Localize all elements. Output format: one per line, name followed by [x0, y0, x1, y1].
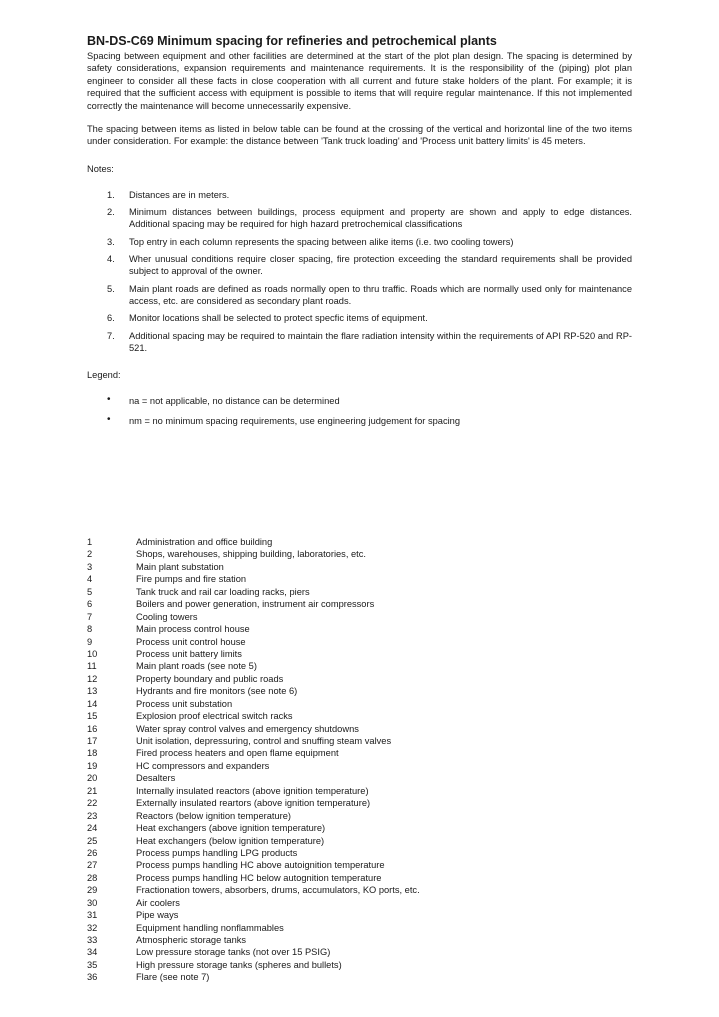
equipment-item-label: Low pressure storage tanks (not over 15 PSIG)	[136, 947, 331, 958]
equipment-item-row	[87, 772, 647, 784]
document-page	[87, 34, 632, 435]
equipment-item-label: Hydrants and fire monitors (see note 6)	[136, 686, 298, 697]
equipment-item-label: Air coolers	[136, 897, 180, 908]
equipment-item-number: 23	[87, 810, 98, 821]
equipment-item-label: Fire pumps and fire station	[136, 574, 247, 585]
note-text: Additional spacing may be required to maintain the flare radiation intensity within the requirements of API RP-520 and RP-521.	[129, 330, 632, 353]
equipment-item-row	[87, 710, 647, 722]
equipment-item-number: 4	[87, 574, 93, 585]
equipment-item-label: Flare (see note 7)	[136, 972, 210, 983]
equipment-item-label: Tank truck and rail car loading racks, piers	[136, 586, 310, 597]
equipment-item-number: 31	[87, 910, 98, 921]
equipment-item-number: 36	[87, 972, 98, 983]
equipment-item-number: 32	[87, 922, 98, 933]
equipment-item-row	[87, 611, 647, 623]
equipment-item-row	[87, 548, 647, 560]
equipment-item-number: 20	[87, 773, 98, 784]
note-item	[87, 236, 632, 248]
equipment-item-number: 26	[87, 847, 98, 858]
note-item	[87, 253, 632, 278]
notes-list	[87, 189, 632, 354]
equipment-item-number: 29	[87, 885, 98, 896]
equipment-item-row	[87, 598, 647, 610]
equipment-item-label: Internally insulated reactors (above ignition temperature)	[136, 785, 369, 796]
note-item	[87, 312, 632, 324]
equipment-item-row	[87, 810, 647, 822]
equipment-item-number: 33	[87, 935, 98, 945]
equipment-item-list	[87, 536, 647, 984]
equipment-item-label: Cooling towers	[136, 611, 198, 622]
explanation-paragraph: The spacing between items as listed in below table can be found at the crossing of the vertical and horizontal line of the two items under consideration. For example: the distance between 'Tank truck loading' and 'Process unit battery limits' is 45 meters.	[87, 124, 632, 147]
equipment-item-label: Externally insulated reartors (above ignition temperature)	[136, 798, 371, 809]
note-text: Main plant roads are defined as roads normally open to thru traffic. Roads which are normally used only for maintenance access, etc. are considered as secondary plant roads.	[129, 283, 632, 306]
intro-paragraph: Spacing between equipment and other facilities are determined at the start of the plot plan design. The spacing is determined by safety considerations, expansion requirements and maintenance requirements. It is the responsibility of the (piping) plot plan engineer to consider all these facts in close cooperation with all current and future stake holders of the plant. For example; it is required that the sufficient access with equipment is possible to items that will require regular maintenance. If this not implemented correctly the maintenance will become unnecessarily expensive.	[87, 51, 632, 111]
note-item	[87, 189, 632, 201]
equipment-item-label: Administration and office building	[136, 537, 273, 547]
equipment-item-row	[87, 723, 647, 735]
equipment-item-label: Pipe ways	[136, 910, 179, 921]
equipment-item-number: 17	[87, 736, 98, 746]
equipment-item-label: Boilers and power generation, instrument air compressors	[136, 599, 375, 610]
equipment-item-row	[87, 946, 647, 958]
equipment-item-row	[87, 922, 647, 934]
equipment-item-row	[87, 847, 647, 859]
note-item	[87, 283, 632, 308]
equipment-item-row	[87, 536, 647, 548]
equipment-item-row	[87, 872, 647, 884]
equipment-item-number: 30	[87, 897, 98, 908]
equipment-item-label: Explosion proof electrical switch racks	[136, 711, 293, 722]
note-number: 5.	[107, 283, 115, 294]
equipment-item-label: Heat exchangers (above ignition temperature)	[136, 823, 326, 834]
equipment-item-label: Process unit battery limits	[136, 648, 242, 659]
equipment-item-number: 5	[87, 586, 93, 597]
equipment-item-row	[87, 959, 647, 971]
equipment-item-number: 12	[87, 673, 98, 684]
equipment-item-number: 34	[87, 947, 98, 958]
equipment-item-label: Process pumps handling HC above autoignition temperature	[136, 860, 385, 871]
equipment-item-row	[87, 698, 647, 710]
equipment-item-number: 35	[87, 959, 98, 970]
equipment-item-number: 28	[87, 872, 98, 883]
equipment-item-label: Water spray control valves and emergency shutdowns	[136, 723, 359, 734]
equipment-item-number: 6	[87, 599, 93, 610]
equipment-item-row	[87, 822, 647, 834]
equipment-item-number: 15	[87, 711, 98, 722]
equipment-item-label: Unit isolation, depressuring, control and snuffing steam valves	[136, 736, 392, 746]
equipment-item-row	[87, 648, 647, 660]
note-number: 6.	[107, 313, 115, 324]
note-number: 1.	[107, 189, 115, 200]
note-item	[87, 330, 632, 355]
equipment-item-label: Equipment handling nonflammables	[136, 922, 284, 933]
note-number: 4.	[107, 254, 115, 265]
equipment-item-label: Process unit control house	[136, 636, 246, 647]
legend-item	[87, 415, 632, 427]
note-text: Minimum distances between buildings, process equipment and property are shown and apply to edge distances. Additional spacing may be required for high hazard pretrochemical classifications	[129, 207, 632, 230]
equipment-item-number: 8	[87, 624, 93, 635]
bullet-icon: •	[107, 394, 111, 406]
equipment-item-number: 13	[87, 686, 98, 697]
equipment-item-number: 24	[87, 823, 98, 834]
equipment-item-row	[87, 747, 647, 759]
equipment-item-label: HC compressors and expanders	[136, 760, 270, 771]
equipment-item-label: Fractionation towers, absorbers, drums, accumulators, KO ports, etc.	[136, 885, 420, 896]
note-text: Wher unusual conditions require closer spacing, fire protection exceeding the standard requirements shall be provided subject to approval of the owner.	[129, 254, 632, 277]
equipment-item-number: 25	[87, 835, 98, 846]
equipment-item-row	[87, 971, 647, 983]
equipment-item-label: Atmospheric storage tanks	[136, 935, 247, 945]
note-text: Monitor locations shall be selected to protect specfic items of equipment.	[129, 313, 428, 324]
equipment-item-row	[87, 735, 647, 747]
equipment-item-label: Process pumps handling LPG products	[136, 847, 298, 858]
equipment-item-label: Main process control house	[136, 624, 250, 635]
note-text: Top entry in each column represents the spacing between alike items (i.e. two cooling towers)	[129, 236, 514, 247]
equipment-item-number: 7	[87, 611, 93, 622]
equipment-item-number: 22	[87, 798, 98, 809]
equipment-item-number: 21	[87, 785, 98, 796]
legend-heading: Legend:	[87, 370, 121, 381]
equipment-item-row	[87, 561, 647, 573]
equipment-item-row	[87, 586, 647, 598]
equipment-item-label: Process unit substation	[136, 698, 233, 709]
equipment-item-row	[87, 835, 647, 847]
note-item	[87, 206, 632, 231]
equipment-item-number: 19	[87, 760, 98, 771]
equipment-item-number: 3	[87, 561, 93, 572]
notes-heading: Notes:	[87, 163, 114, 174]
equipment-item-number: 11	[87, 661, 97, 672]
note-number: 3.	[107, 236, 115, 247]
equipment-item-row	[87, 573, 647, 585]
equipment-item-label: Reactors (below ignition temperature)	[136, 810, 292, 821]
equipment-item-row	[87, 623, 647, 635]
equipment-item-number: 1	[87, 537, 93, 547]
bullet-icon: •	[107, 414, 111, 426]
equipment-item-row	[87, 760, 647, 772]
equipment-item-label: Fired process heaters and open flame equipment	[136, 748, 339, 759]
legend-text: na = not applicable, no distance can be determined	[129, 396, 340, 407]
equipment-item-row	[87, 897, 647, 909]
note-text: Distances are in meters.	[129, 189, 230, 200]
equipment-item-number: 14	[87, 698, 98, 709]
equipment-item-label: Shops, warehouses, shipping building, laboratories, etc.	[136, 549, 366, 560]
equipment-item-row	[87, 685, 647, 697]
equipment-item-number: 16	[87, 723, 98, 734]
equipment-item-row	[87, 884, 647, 896]
document-title: BN-DS-C69 Minimum spacing for refineries and petrochemical plants	[87, 34, 497, 48]
note-number: 2.	[107, 207, 115, 218]
legend-text: nm = no minimum spacing requirements, use engineering judgement for spacing	[129, 416, 460, 427]
equipment-item-number: 9	[87, 636, 93, 647]
equipment-item-label: Main plant substation	[136, 561, 224, 572]
equipment-item-label: Desalters	[136, 773, 176, 784]
equipment-item-number: 10	[87, 648, 98, 659]
equipment-item-label: Property boundary and public roads	[136, 673, 284, 684]
equipment-item-label: High pressure storage tanks (spheres and bullets)	[136, 959, 342, 970]
equipment-item-number: 27	[87, 860, 98, 871]
equipment-item-label: Heat exchangers (below ignition temperature)	[136, 835, 325, 846]
equipment-item-row	[87, 636, 647, 648]
legend-list	[87, 395, 632, 427]
equipment-item-label: Process pumps handling HC below autognition temperature	[136, 872, 382, 883]
legend-item	[87, 395, 632, 407]
equipment-item-row	[87, 660, 647, 672]
equipment-item-number: 18	[87, 748, 98, 759]
equipment-item-row	[87, 909, 647, 921]
equipment-item-row	[87, 785, 647, 797]
equipment-item-row	[87, 859, 647, 871]
note-number: 7.	[107, 330, 115, 341]
equipment-item-row	[87, 673, 647, 685]
equipment-item-label: Main plant roads (see note 5)	[136, 661, 257, 672]
equipment-item-row	[87, 797, 647, 809]
equipment-item-number: 2	[87, 549, 93, 560]
equipment-item-row	[87, 934, 647, 946]
